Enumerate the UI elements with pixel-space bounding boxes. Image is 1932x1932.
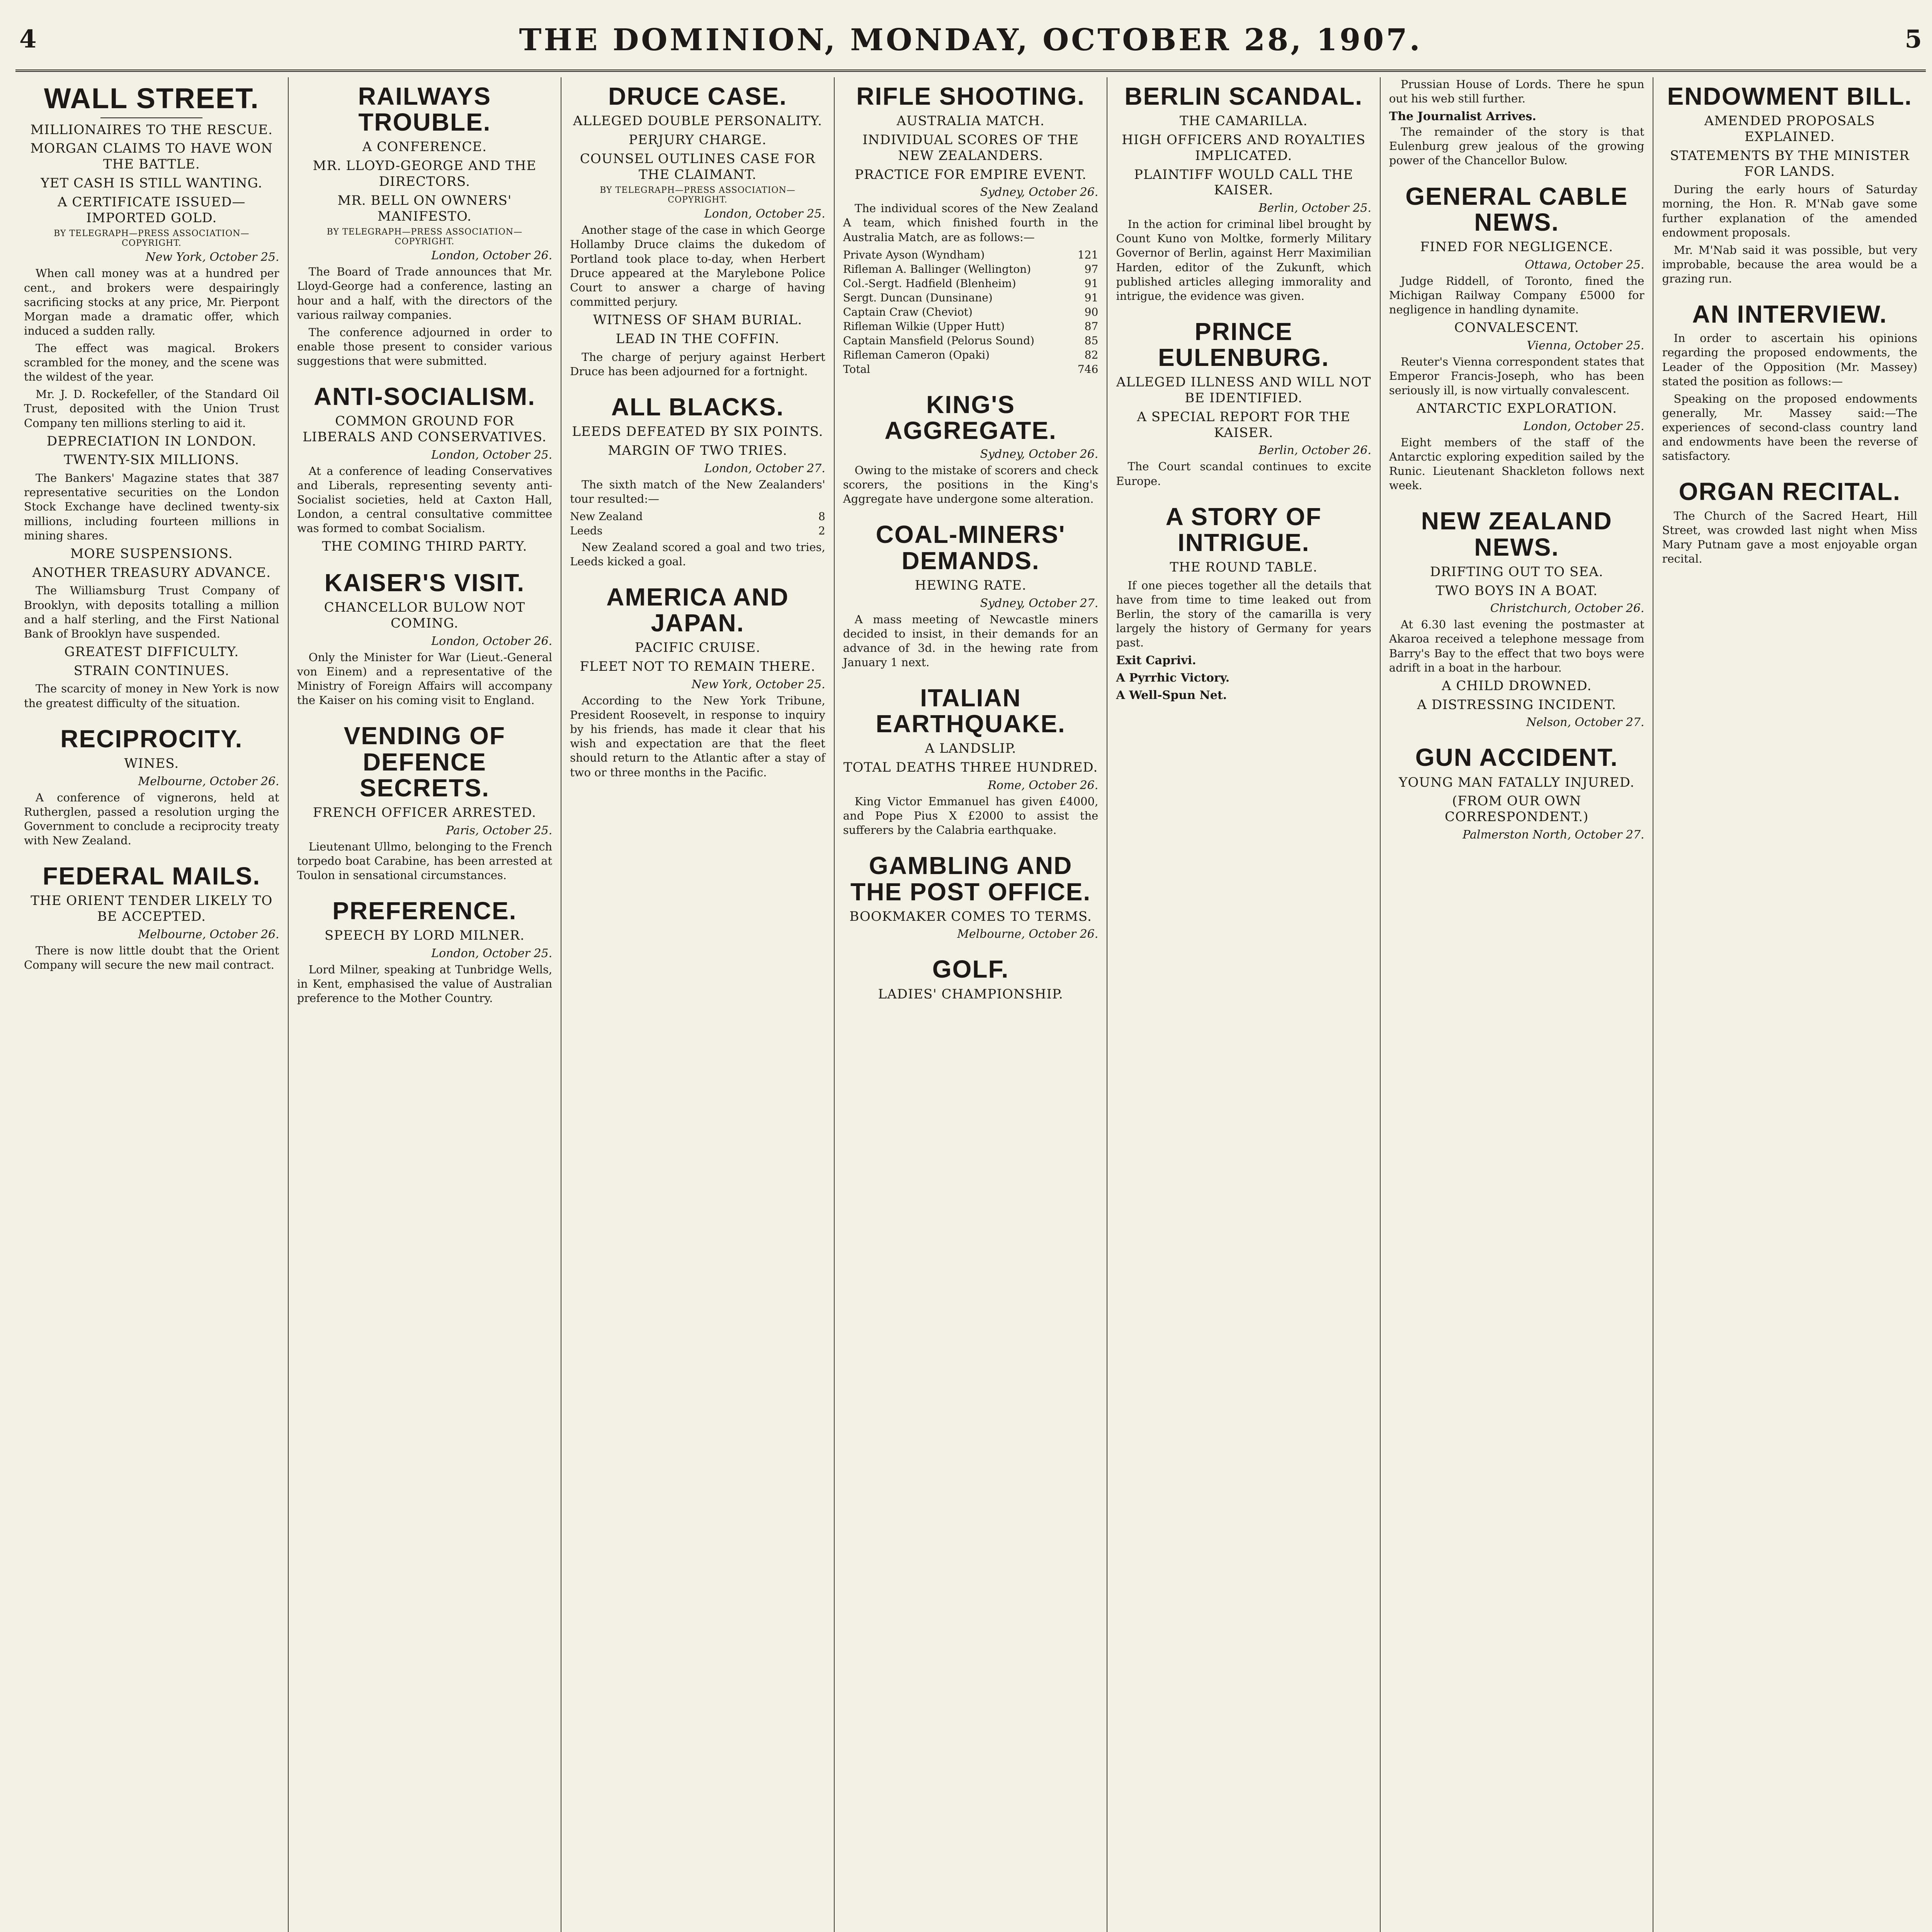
shooter-name: Sergt. Duncan (Dunsinane) — [843, 291, 993, 304]
deck: ALLEGED DOUBLE PERSONALITY. — [573, 113, 822, 129]
deck: CONVALESCENT. — [1454, 320, 1579, 336]
deck: ALLEGED ILLNESS AND WILL NOT BE IDENTIFIED. — [1116, 374, 1371, 406]
shooter-name: Rifleman Wilkie (Upper Hutt) — [843, 320, 1005, 333]
dateline: London, October 25. — [431, 448, 553, 462]
paragraph: New Zealand scored a goal and two tries, Leeds kicked a goal. — [570, 540, 825, 568]
deck: FINED FOR NEGLIGENCE. — [1420, 239, 1613, 255]
shooter-score: 90 — [1084, 305, 1099, 318]
paragraph: Mr. M'Nab said it was possible, but very improbable, because the area would be a grazing run. — [1662, 243, 1918, 286]
paragraph: Reuter's Vienna correspondent states that Emperor Francis-Joseph, who has been seriously ill, is now virtually convalescent. — [1389, 355, 1645, 397]
deck: PACIFIC CRUISE. — [634, 640, 761, 656]
paragraph: The individual scores of the New Zealand A team, which finished fourth in the Australia Match, are as follows:— — [843, 202, 1099, 244]
deck: ANTARCTIC EXPLORATION. — [1416, 401, 1617, 417]
article-druce-case — [570, 83, 825, 379]
dateline: London, October 25. — [704, 207, 825, 221]
table-row — [843, 333, 1099, 348]
article-america-japan — [570, 584, 825, 780]
column-3 — [561, 77, 835, 1932]
paragraph: According to the New York Tribune, President Roosevelt, in response to inquiry by his friends, has made it clear that his wish and expectation are that the fleet should return to the Atlantic after a stay of two or three months in the Pacific. — [570, 694, 825, 779]
table-row — [843, 248, 1099, 262]
deck: THE CAMARILLA. — [1179, 113, 1308, 129]
deck: MORGAN CLAIMS TO HAVE WON THE BATTLE. — [30, 141, 273, 172]
paragraph: Lord Milner, speaking at Tunbridge Wells, in Kent, emphasised the value of Australian preference to the Mother Country. — [297, 963, 553, 1005]
rifle-scores-table — [843, 248, 1099, 376]
paragraph: When call money was at a hundred per cent., and brokers were despairingly sacrificing stocks at any price, Mr. Pierpont Morgan made a dramatic offer, which induced a sudden rally. — [24, 267, 279, 337]
deck: MARGIN OF TWO TRIES. — [608, 442, 787, 458]
masthead — [15, 12, 1926, 72]
headline: BERLIN SCANDAL. — [1124, 82, 1363, 110]
subhead: MORE SUSPENSIONS. — [70, 546, 233, 561]
headline: GOLF. — [932, 955, 1009, 983]
article-federal-mails — [24, 863, 279, 972]
shooter-score: 97 — [1084, 262, 1099, 276]
shooter-name: Captain Craw (Cheviot) — [843, 305, 973, 318]
paragraph: During the early hours of Saturday morning, the Hon. R. M'Nab gave some further explanation of the amended endowment proposals. — [1662, 183, 1918, 239]
deck: LADIES' CHAMPIONSHIP. — [878, 986, 1063, 1002]
column-2 — [289, 77, 562, 1932]
headline: AMERICA AND JAPAN. — [606, 583, 789, 637]
article-endowment-bill — [1662, 83, 1917, 286]
subhead: ANOTHER TREASURY ADVANCE. — [32, 565, 271, 580]
article-prince-eulenburg — [1116, 319, 1371, 488]
deck: PERJURY CHARGE. — [628, 132, 767, 148]
headline: ANTI-SOCIALISM. — [313, 383, 536, 411]
article-story-of-intrigue — [1116, 504, 1371, 702]
dateline: Berlin, October 26. — [1259, 444, 1371, 457]
subhead: TWENTY-SIX MILLIONS. — [64, 452, 240, 468]
deck: SPEECH BY LORD MILNER. — [324, 928, 525, 944]
headline: GUN ACCIDENT. — [1415, 743, 1618, 772]
paragraph: Judge Riddell, of Toronto, fined the Michigan Railway Company £5000 for negligence in handling dynamite. — [1389, 274, 1645, 316]
paragraph: The scarcity of money in New York is now the greatest difficulty of the situation. — [24, 682, 279, 710]
paragraph: The Court scandal continues to excite Europe. — [1116, 460, 1371, 488]
subhead: A Well-Spun Net. — [1116, 689, 1227, 702]
article-wall-street — [24, 83, 279, 711]
article-all-blacks — [570, 394, 825, 569]
paragraph: Eight members of the staff of the Antarctic exploring expedition sailed by the Runic. Lieutenant Shackleton follows next week. — [1389, 435, 1645, 492]
team-name: Leeds — [570, 524, 603, 537]
headline: PRINCE EULENBURG. — [1158, 317, 1330, 372]
table-row — [843, 348, 1099, 362]
paragraph: A mass meeting of Newcastle miners decided to insist, in their demands for an advance of 3d. in the hewing rate from January 1 next. — [843, 612, 1099, 669]
article-preference — [297, 898, 553, 1005]
shooter-name: Col.-Sergt. Hadfield (Blenheim) — [843, 277, 1016, 290]
headline: PREFERENCE. — [332, 897, 517, 925]
paragraph: Speaking on the proposed endowments generally, Mr. Massey said:—The experiences of second-class country land and endowments have been the reverse of satisfactory. — [1662, 392, 1918, 463]
shooter-score: 82 — [1084, 348, 1099, 361]
dateline: Ottawa, October 25. — [1525, 258, 1645, 272]
headline: WALL STREET. — [44, 82, 259, 114]
article-kings-aggregate — [843, 392, 1099, 507]
shooter-score: 87 — [1084, 320, 1099, 333]
headline: KING'S AGGREGATE. — [884, 390, 1057, 444]
deck: TOTAL DEATHS THREE HUNDRED. — [843, 760, 1098, 776]
article-railways-trouble — [297, 83, 553, 368]
article-an-interview — [1662, 301, 1917, 463]
paragraph: Prussian House of Lords. There he spun out his web still further. — [1389, 78, 1645, 105]
paragraph: The sixth match of the New Zealanders' tour resulted:— — [570, 478, 825, 505]
subhead: WITNESS OF SHAM BURIAL. — [593, 312, 803, 328]
paragraph: King Victor Emmanuel has given £4000, and Pope Pius X £2000 to assist the sufferers by the Calabria earthquake. — [843, 794, 1099, 837]
dateline: London, October 26. — [431, 634, 553, 648]
newspaper-title: THE DOMINION, MONDAY, OCTOBER 28, 1907. — [519, 22, 1422, 58]
article-rifle-shooting — [843, 83, 1099, 376]
deck: DRIFTING OUT TO SEA. — [1430, 564, 1604, 580]
article-gun-accident — [1389, 745, 1645, 842]
table-row — [843, 276, 1099, 291]
paragraph: The Board of Trade announces that Mr. Lloyd-George had a conference, lasting an hour and a half, with the directors of the various railway companies. — [297, 265, 553, 321]
article-italian-earthquake — [843, 685, 1099, 837]
article-new-zealand-news — [1389, 508, 1645, 729]
subhead: THE COMING THIRD PARTY. — [322, 539, 527, 554]
headline: AN INTERVIEW. — [1692, 300, 1888, 328]
article-gambling-post-office — [843, 853, 1099, 941]
deck: THE ROUND TABLE. — [1170, 559, 1318, 575]
team-points: 8 — [818, 510, 825, 523]
table-row — [843, 305, 1099, 319]
paragraph: At a conference of leading Conservatives and Liberals, representing seventy anti-Socialist societies, held at Caxton Hall, London, a central consultative committee was formed to combat Socialism. — [297, 464, 553, 535]
paragraph: Another stage of the case in which George Hollamby Druce claims the dukedom of Portland took place to-day, when Herbert Druce appeared at the Marylebone Police Court to answer a charge of having committed perjury. — [570, 223, 825, 308]
headline: VENDING OF DEFENCE SECRETS. — [344, 722, 505, 802]
table-row — [570, 509, 825, 524]
paragraph: In order to ascertain his opinions regarding the proposed endowments, the Leader of the Opposition (Mr. Massey) stated the position as follows:— — [1662, 332, 1918, 388]
table-row — [843, 319, 1099, 333]
subhead: Exit Caprivi. — [1116, 654, 1196, 668]
article-reciprocity — [24, 726, 279, 848]
deck: FRENCH OFFICER ARRESTED. — [313, 805, 536, 821]
paragraph: The remainder of the story is that Eulenburg grew jealous of the growing power of the Chancellor Bulow. — [1389, 125, 1645, 167]
dateline: Berlin, October 25. — [1259, 201, 1371, 215]
dateline: London, October 26. — [431, 249, 553, 263]
headline: ALL BLACKS. — [611, 393, 784, 421]
deck: CHANCELLOR BULOW NOT COMING. — [324, 600, 526, 631]
paragraph: The Church of the Sacred Heart, Hill Street, was crowded last night when Miss Mary Putnam gave a most enjoyable organ recital. — [1662, 509, 1918, 565]
shooter-name: Rifleman Cameron (Opaki) — [843, 348, 990, 361]
deck: HEWING RATE. — [915, 577, 1027, 593]
shooter-name: Captain Mansfield (Pelorus Sound) — [843, 334, 1034, 347]
deck: AUSTRALIA MATCH. — [896, 113, 1045, 129]
paragraph: The charge of perjury against Herbert Druce has been adjourned for a fortnight. — [570, 350, 825, 378]
deck: MILLIONAIRES TO THE RESCUE. — [30, 122, 273, 138]
match-score-table — [570, 509, 825, 538]
dateline: New York, October 25. — [691, 678, 825, 692]
paragraph: Owing to the mistake of scorers and check scorers, the positions in the King's Aggregate have undergone some alteration. — [843, 464, 1099, 506]
headline: ITALIAN EARTHQUAKE. — [876, 684, 1066, 738]
dateline: London, October 25. — [431, 947, 553, 961]
deck: THE ORIENT TENDER LIKELY TO BE ACCEPTED. — [31, 893, 273, 925]
dateline: Sydney, October 26. — [980, 447, 1099, 461]
dateline: London, October 25. — [1523, 419, 1645, 433]
deck: AMENDED PROPOSALS EXPLAINED. — [1704, 113, 1875, 145]
paragraph: Only the Minister for War (Lieut.-General von Einem) and a representative of the Ministry of Foreign Affairs will accompany the Kaiser on his coming visit to England. — [297, 651, 553, 707]
table-row — [843, 262, 1099, 276]
dateline: Paris, October 25. — [446, 823, 553, 837]
credit-line: BY TELEGRAPH—PRESS ASSOCIATION—COPYRIGHT. — [327, 227, 523, 247]
dateline: Palmerston North, October 27. — [1463, 828, 1645, 842]
deck: COMMON GROUND FOR LIBERALS AND CONSERVATIVES. — [303, 413, 547, 445]
page-number-right: 5 — [1905, 25, 1922, 54]
deck: A CERTIFICATE ISSUED—IMPORTED GOLD. — [58, 194, 246, 226]
dateline: Rome, October 26. — [988, 778, 1099, 792]
paragraph: The effect was magical. Brokers scrambled for the money, and the scene was the wildest of the year. — [24, 342, 279, 384]
dateline: Melbourne, October 26. — [957, 927, 1099, 941]
deck: A SPECIAL REPORT FOR THE KAISER. — [1137, 409, 1350, 440]
subhead: The Journalist Arrives. — [1389, 110, 1536, 124]
article-coal-miners — [843, 522, 1099, 670]
column-4 — [835, 77, 1108, 1932]
column-5 — [1107, 77, 1381, 1932]
subhead: A Pyrrhic Victory. — [1116, 671, 1230, 685]
headline: FEDERAL MAILS. — [43, 862, 261, 890]
article-berlin-continued — [1389, 77, 1645, 168]
shooter-score: 121 — [1077, 248, 1099, 261]
article-anti-socialism — [297, 384, 553, 554]
paragraph: Mr. J. D. Rockefeller, of the Standard Oil Trust, deposited with the Union Trust Company ten millions sterling to aid it. — [24, 388, 279, 430]
headline: KAISER'S VISIT. — [324, 569, 525, 597]
team-points: 2 — [818, 524, 825, 537]
column-6 — [1381, 77, 1654, 1932]
article-general-cable-news — [1389, 184, 1645, 493]
deck: COUNSEL OUTLINES CASE FOR THE CLAIMANT. — [580, 151, 816, 182]
table-row — [843, 291, 1099, 305]
divider — [100, 117, 202, 118]
headline: RAILWAYS TROUBLE. — [358, 82, 492, 136]
deck: FLEET NOT TO REMAIN THERE. — [580, 659, 816, 675]
headline: ENDOWMENT BILL. — [1667, 82, 1912, 110]
headline: GENERAL CABLE NEWS. — [1405, 182, 1628, 236]
article-golf — [843, 956, 1099, 1002]
paragraph: The Williamsburg Trust Company of Brooklyn, with deposits totalling a million and a half sterling, and the First National Bank of Brooklyn have suspended. — [24, 584, 279, 640]
table-row — [570, 524, 825, 538]
dateline: Nelson, October 27. — [1526, 716, 1645, 730]
article-berlin-scandal — [1116, 83, 1371, 303]
article-organ-recital — [1662, 479, 1917, 566]
total-score: 746 — [1077, 362, 1099, 376]
deck: MR. LLOYD-GEORGE AND THE DIRECTORS. — [313, 158, 537, 189]
deck: PRACTICE FOR EMPIRE EVENT. — [854, 167, 1087, 182]
paragraph: In the action for criminal libel brought by Count Kuno von Moltke, formerly Military Governor of Berlin, against Herr Maximilian Harden, editor of the Zukunft, which published articles alleging immorality and intrigue, the evidence was given. — [1116, 218, 1371, 303]
dateline: Sydney, October 27. — [980, 596, 1099, 610]
dateline: Melbourne, October 26. — [138, 774, 279, 788]
subhead: DEPRECIATION IN LONDON. — [46, 433, 257, 449]
dateline: Sydney, October 26. — [980, 185, 1099, 199]
dateline: Melbourne, October 26. — [138, 927, 279, 941]
headline: GAMBLING AND THE POST OFFICE. — [850, 852, 1091, 906]
deck: MR. BELL ON OWNERS' MANIFESTO. — [337, 192, 512, 224]
credit-line: BY TELEGRAPH—PRESS ASSOCIATION—COPYRIGHT. — [600, 185, 796, 205]
headline: RIFLE SHOOTING. — [856, 82, 1085, 110]
headline: NEW ZEALAND NEWS. — [1421, 507, 1612, 561]
deck: A DISTRESSING INCIDENT. — [1417, 697, 1616, 713]
column-1 — [15, 77, 289, 1932]
deck: A LANDSLIP. — [925, 741, 1017, 757]
paragraph: At 6.30 last evening the postmaster at Akaroa received a telephone message from Barry's Bay to the effect that two boys were adrift in a boat in the harbour. — [1389, 618, 1645, 674]
deck: YOUNG MAN FATALLY INJURED. — [1399, 774, 1635, 790]
headline: ORGAN RECITAL. — [1679, 478, 1901, 506]
deck: BOOKMAKER COMES TO TERMS. — [849, 908, 1092, 924]
page-columns — [15, 77, 1926, 1932]
table-total-row — [843, 362, 1099, 376]
headline: COAL-MINERS' DEMANDS. — [876, 520, 1066, 575]
paragraph: There is now little doubt that the Orient Company will secure the new mail contract. — [24, 944, 279, 971]
article-defence-secrets — [297, 723, 553, 883]
column-7 — [1653, 77, 1926, 1932]
deck: WINES. — [124, 755, 179, 771]
paragraph: If one pieces together all the details that have from time to time leaked out from Berlin, the story of the camarilla is very largely the history of Germany for years past. — [1116, 578, 1371, 650]
deck: A CHILD DROWNED. — [1442, 678, 1592, 694]
paragraph: The Bankers' Magazine states that 387 representative securities on the London Stock Exchange have declined twenty-six millions, including fourteen millions in mining shares. — [24, 471, 279, 542]
credit-line: BY TELEGRAPH—PRESS ASSOCIATION—COPYRIGHT. — [54, 229, 250, 248]
article-kaisers-visit — [297, 570, 553, 707]
subhead: LEAD IN THE COFFIN. — [616, 331, 780, 347]
headline: DRUCE CASE. — [608, 82, 787, 110]
deck: A CONFERENCE. — [362, 139, 487, 155]
page-number-left: 4 — [19, 25, 37, 54]
deck: STATEMENTS BY THE MINISTER FOR LANDS. — [1670, 148, 1910, 179]
dateline: Christchurch, October 26. — [1490, 602, 1645, 616]
shooter-score: 91 — [1084, 291, 1099, 304]
deck: LEEDS DEFEATED BY SIX POINTS. — [572, 424, 823, 440]
total-label: Total — [843, 362, 870, 376]
deck: HIGH OFFICERS AND ROYALTIES IMPLICATED. — [1122, 132, 1366, 163]
dateline: London, October 27. — [704, 461, 825, 475]
headline: A STORY OF INTRIGUE. — [1165, 502, 1322, 556]
deck: YET CASH IS STILL WANTING. — [41, 175, 263, 191]
team-name: New Zealand — [570, 510, 643, 523]
shooter-score: 85 — [1084, 334, 1099, 347]
deck: INDIVIDUAL SCORES OF THE NEW ZEALANDERS. — [862, 132, 1079, 163]
deck: (FROM OUR OWN CORRESPONDENT.) — [1445, 793, 1589, 825]
paragraph: The conference adjourned in order to enable those present to consider various suggestions that were submitted. — [297, 325, 553, 368]
shooter-name: Private Ayson (Wyndham) — [843, 248, 985, 261]
paragraph: A conference of vignerons, held at Rutherglen, passed a resolution urging the Government to conclude a reciprocity treaty with New Zealand. — [24, 791, 279, 847]
subhead: STRAIN CONTINUES. — [73, 663, 230, 679]
subhead: GREATEST DIFFICULTY. — [64, 644, 239, 660]
shooter-score: 91 — [1084, 277, 1099, 290]
headline: RECIPROCITY. — [60, 724, 243, 753]
dateline: New York, October 25. — [145, 250, 279, 264]
dateline: Vienna, October 25. — [1527, 338, 1645, 352]
deck: PLAINTIFF WOULD CALL THE KAISER. — [1134, 167, 1354, 198]
deck: TWO BOYS IN A BOAT. — [1435, 583, 1598, 599]
paragraph: Lieutenant Ullmo, belonging to the French torpedo boat Carabine, has been arrested at Toulon in sensational circumstances. — [297, 840, 553, 882]
shooter-name: Rifleman A. Ballinger (Wellington) — [843, 262, 1031, 276]
